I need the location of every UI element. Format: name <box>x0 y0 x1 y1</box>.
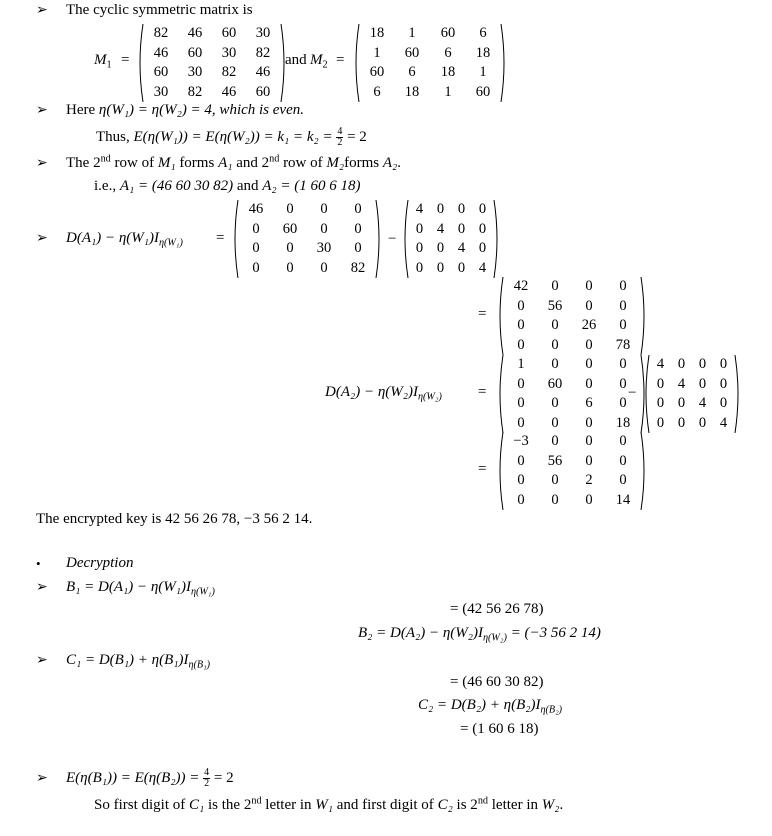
matrix-cell: 60 <box>255 83 271 100</box>
matrix-cell: 0 <box>457 220 466 237</box>
c2-value: = (1 60 6 18) <box>460 721 539 737</box>
matrix-cell: 60 <box>547 375 563 392</box>
matrix-cell: 0 <box>698 356 707 373</box>
matrix-cell: 46 <box>187 25 203 42</box>
matrix-cell: 0 <box>551 336 559 353</box>
encrypted-key: The encrypted key is 42 56 26 78, −3 56 2 14. <box>36 511 313 527</box>
arrow-bullet-2: ➢ <box>36 103 48 118</box>
matrix-cell: 82 <box>255 44 271 61</box>
matrix-cell: 0 <box>517 452 525 469</box>
matrix-cell: 0 <box>551 317 559 334</box>
matrix-cell: 0 <box>517 395 525 412</box>
matrix-cell: 4 <box>478 259 487 276</box>
b2-lhs: $B_2 = D(A_2) - \eta(W_2)I_{\eta(W_2)} = (-3$ 56 2 14) <box>358 625 601 644</box>
matrix-cell: 1 <box>479 64 487 81</box>
matrix-cell: 6 <box>479 25 487 42</box>
matrix-cell: 56 <box>547 452 563 469</box>
arrow-bullet-1: ➢ <box>36 3 48 18</box>
matrix-cell: 0 <box>436 201 445 218</box>
left-paren <box>643 355 650 433</box>
r2-equals: = <box>478 461 487 477</box>
matrix-cell: 46 <box>248 201 264 218</box>
matrix-cell: −3 <box>513 433 529 450</box>
conclusion-line: So first digit of C₁ is the 2nd letter in W₁ and first digit of C₂ is 2nd letter in W₂. <box>94 795 564 813</box>
b1-value: = (42 56 26 78) <box>450 601 544 617</box>
matrix-cell: 0 <box>551 491 559 508</box>
e-line: E(η(B₁)) = E(η(B₂)) = $\frac{4}{2}$ = 2 <box>66 767 234 789</box>
matrix-cell: 0 <box>517 472 525 489</box>
matrix-cell: 4 <box>719 414 728 431</box>
matrix-cell: 14 <box>615 491 631 508</box>
matrix-cell: 0 <box>415 259 424 276</box>
matrix-cell: 0 <box>478 201 487 218</box>
ie-line: i.e., A₁ = (46 60 30 82) and A₂ = (1 60 6 18) <box>94 178 361 194</box>
eq1-minus: − <box>388 231 397 247</box>
decryption-heading: Decryption <box>66 555 134 571</box>
matrix-cell: 0 <box>585 336 593 353</box>
matrix-cell: 18 <box>475 44 491 61</box>
matrix-cell: 0 <box>677 414 686 431</box>
matrix-cell: 60 <box>369 64 385 81</box>
m1-equals: = <box>121 52 130 68</box>
right-paren <box>493 200 500 278</box>
matrix-cell: 46 <box>153 44 169 61</box>
r1-equals: = <box>478 306 487 322</box>
and-label: and <box>285 52 307 68</box>
matrix-cell: 0 <box>619 278 627 295</box>
matrix-cell: 0 <box>436 259 445 276</box>
eq2-equals: = <box>478 384 487 400</box>
matrix-cell: 4 <box>698 395 707 412</box>
matrix-cells <box>144 24 280 102</box>
matrix-cell: 0 <box>415 240 424 257</box>
matrix-cell: 0 <box>415 220 424 237</box>
matrix-cell: 4 <box>656 356 665 373</box>
matrix-cell: 0 <box>585 278 593 295</box>
matrix-cell: 0 <box>619 433 627 450</box>
matrix-cell: 0 <box>457 201 466 218</box>
matrix-cell: 0 <box>286 240 294 257</box>
matrix-cell: 0 <box>656 414 665 431</box>
matrix-cell: 0 <box>354 201 362 218</box>
matrix-cell: 0 <box>320 201 328 218</box>
matrix-cell: 0 <box>698 375 707 392</box>
here-line: Here η(W₁) = η(W₂) = 4, which is even. <box>66 102 304 118</box>
matrix-da2 <box>497 355 647 433</box>
thus-line: Thus, E(η(W₁)) = E(η(W₂)) = k₁ = k₂ = $\frac{4}{2}$ = 2 <box>96 126 367 148</box>
right-paren <box>500 24 507 102</box>
matrix-cell: 82 <box>221 64 237 81</box>
matrix-cells <box>360 24 500 102</box>
matrix-cell: 0 <box>585 491 593 508</box>
matrix-cell: 0 <box>478 240 487 257</box>
matrix-cell: 60 <box>153 64 169 81</box>
matrix-cell: 0 <box>698 414 707 431</box>
matrix-cell: 0 <box>457 259 466 276</box>
matrix-cells <box>504 355 640 433</box>
matrix-cell: 30 <box>153 83 169 100</box>
matrix-cell: 60 <box>282 220 298 237</box>
arrow-bullet-3: ➢ <box>36 156 48 171</box>
matrix-cell: 0 <box>619 297 627 314</box>
matrix-cell: 0 <box>517 375 525 392</box>
matrix-cell: 46 <box>255 64 271 81</box>
right-paren <box>375 200 382 278</box>
matrix-i2 <box>643 355 741 433</box>
arrow-bullet-6: ➢ <box>36 653 48 668</box>
matrix-cell: 0 <box>585 297 593 314</box>
matrix-cell: 0 <box>517 414 525 431</box>
matrix-cell: 30 <box>316 240 332 257</box>
matrix-cell: 0 <box>719 395 728 412</box>
matrix-cell: 0 <box>517 297 525 314</box>
matrix-cell: 2 <box>585 472 593 489</box>
arrow-bullet-7: ➢ <box>36 771 48 786</box>
matrix-cell: 78 <box>615 336 631 353</box>
matrix-m2 <box>353 24 507 102</box>
matrix-cell: 26 <box>581 317 597 334</box>
matrix-cell: 6 <box>585 395 593 412</box>
matrix-cell: 82 <box>187 83 203 100</box>
matrix-cell: 6 <box>373 83 381 100</box>
left-paren <box>232 200 239 278</box>
eq1-lhs: $D(A_1) - \eta(W_1)I_{\eta(W_1)}$ <box>66 230 183 249</box>
matrix-cells <box>650 355 734 433</box>
matrix-cell: 0 <box>252 220 260 237</box>
matrix-cell: 0 <box>619 317 627 334</box>
matrix-cell: 0 <box>354 220 362 237</box>
matrix-cell: 0 <box>320 259 328 276</box>
matrix-cell: 0 <box>478 220 487 237</box>
matrix-cell: 0 <box>551 356 559 373</box>
m2-label: $M_2$ <box>310 52 328 71</box>
matrix-cell: 0 <box>585 375 593 392</box>
matrix-cell: 0 <box>551 278 559 295</box>
matrix-cell: 82 <box>350 259 366 276</box>
matrix-cell: 0 <box>551 414 559 431</box>
left-paren <box>497 432 504 510</box>
matrix-cells <box>504 277 640 355</box>
matrix-cell: 4 <box>677 375 686 392</box>
c1-lhs: $C_1 = D(B_1) + \eta(B_1)I_{\eta(B_1)}$ <box>66 652 211 671</box>
matrix-da1 <box>232 200 382 278</box>
matrix-cell: 0 <box>517 317 525 334</box>
matrix-cell: 0 <box>252 259 260 276</box>
matrix-cell: 0 <box>286 201 294 218</box>
intro-text: The cyclic symmetric matrix is <box>66 2 253 18</box>
matrix-cell: 0 <box>551 433 559 450</box>
matrix-cell: 0 <box>585 356 593 373</box>
matrix-cell: 60 <box>221 25 237 42</box>
matrix-m1 <box>137 24 287 102</box>
matrix-cell: 0 <box>619 395 627 412</box>
matrix-cell: 60 <box>404 44 420 61</box>
matrix-cell: 0 <box>354 240 362 257</box>
matrix-cell: 0 <box>677 395 686 412</box>
matrix-cell: 0 <box>656 375 665 392</box>
matrix-cell: 0 <box>719 356 728 373</box>
matrix-cell: 1 <box>373 44 381 61</box>
matrix-cell: 0 <box>585 414 593 431</box>
matrix-cell: 0 <box>436 240 445 257</box>
matrix-cell: 0 <box>619 472 627 489</box>
matrix-cell: 30 <box>187 64 203 81</box>
matrix-cell: 46 <box>221 83 237 100</box>
matrix-cell: 0 <box>619 452 627 469</box>
matrix-r2 <box>497 432 647 510</box>
matrix-cell: 30 <box>255 25 271 42</box>
matrix-cell: 0 <box>585 433 593 450</box>
matrix-cell: 82 <box>153 25 169 42</box>
c2-lhs: $C_2 = D(B_2) + \eta(B_2)I_{\eta(B_2)}$ <box>418 697 563 716</box>
left-paren <box>402 200 409 278</box>
row-line: The 2nd row of M₁ forms A₁ and 2nd row of M₂forms A₂. <box>66 153 401 171</box>
matrix-cell: 4 <box>415 201 424 218</box>
matrix-cell: 60 <box>440 25 456 42</box>
matrix-cell: 0 <box>719 375 728 392</box>
matrix-cell: 0 <box>286 259 294 276</box>
matrix-cell: 0 <box>677 356 686 373</box>
matrix-cell: 6 <box>408 64 416 81</box>
matrix-cell: 0 <box>551 472 559 489</box>
matrix-cell: 60 <box>187 44 203 61</box>
arrow-bullet-4: ➢ <box>36 231 48 246</box>
matrix-cell: 0 <box>656 395 665 412</box>
matrix-cell: 0 <box>320 220 328 237</box>
matrix-cell: 4 <box>436 220 445 237</box>
matrix-cells <box>239 200 375 278</box>
matrix-cell: 4 <box>457 240 466 257</box>
matrix-cells <box>409 200 493 278</box>
m1-label: $M_1$ <box>94 52 112 71</box>
matrix-r1 <box>497 277 647 355</box>
matrix-cell: 0 <box>517 336 525 353</box>
matrix-cell: 30 <box>221 44 237 61</box>
matrix-cell: 0 <box>585 452 593 469</box>
left-paren <box>497 355 504 433</box>
eq2-minus: − <box>628 385 637 401</box>
b1-lhs: $B_1 = D(A_1) - \eta(W_1)I_{\eta(W_1)}$ <box>66 579 215 598</box>
eq2-lhs: $D(A_2) - \eta(W_2)I_{\eta(W_2)}$ <box>325 384 442 403</box>
matrix-cells <box>504 432 640 510</box>
right-paren <box>734 355 741 433</box>
matrix-cell: 1 <box>444 83 452 100</box>
dot-bullet: • <box>36 556 41 571</box>
matrix-cell: 0 <box>619 356 627 373</box>
left-paren <box>137 24 144 102</box>
matrix-cell: 6 <box>444 44 452 61</box>
matrix-cell: 1 <box>517 356 525 373</box>
right-paren <box>640 277 647 355</box>
left-paren <box>497 277 504 355</box>
m2-equals: = <box>336 52 345 68</box>
eq1-equals: = <box>216 230 225 246</box>
matrix-cell: 18 <box>404 83 420 100</box>
matrix-cell: 0 <box>551 395 559 412</box>
matrix-cell: 56 <box>547 297 563 314</box>
matrix-cell: 18 <box>615 414 631 431</box>
matrix-cell: 60 <box>475 83 491 100</box>
matrix-cell: 42 <box>513 278 529 295</box>
matrix-i1 <box>402 200 500 278</box>
c1-value: = (46 60 30 82) <box>450 674 544 690</box>
left-paren <box>353 24 360 102</box>
arrow-bullet-5: ➢ <box>36 580 48 595</box>
matrix-cell: 18 <box>440 64 456 81</box>
matrix-cell: 1 <box>408 25 416 42</box>
right-paren <box>640 432 647 510</box>
matrix-cell: 18 <box>369 25 385 42</box>
matrix-cell: 0 <box>619 375 627 392</box>
matrix-cell: 0 <box>517 491 525 508</box>
matrix-cell: 0 <box>252 240 260 257</box>
